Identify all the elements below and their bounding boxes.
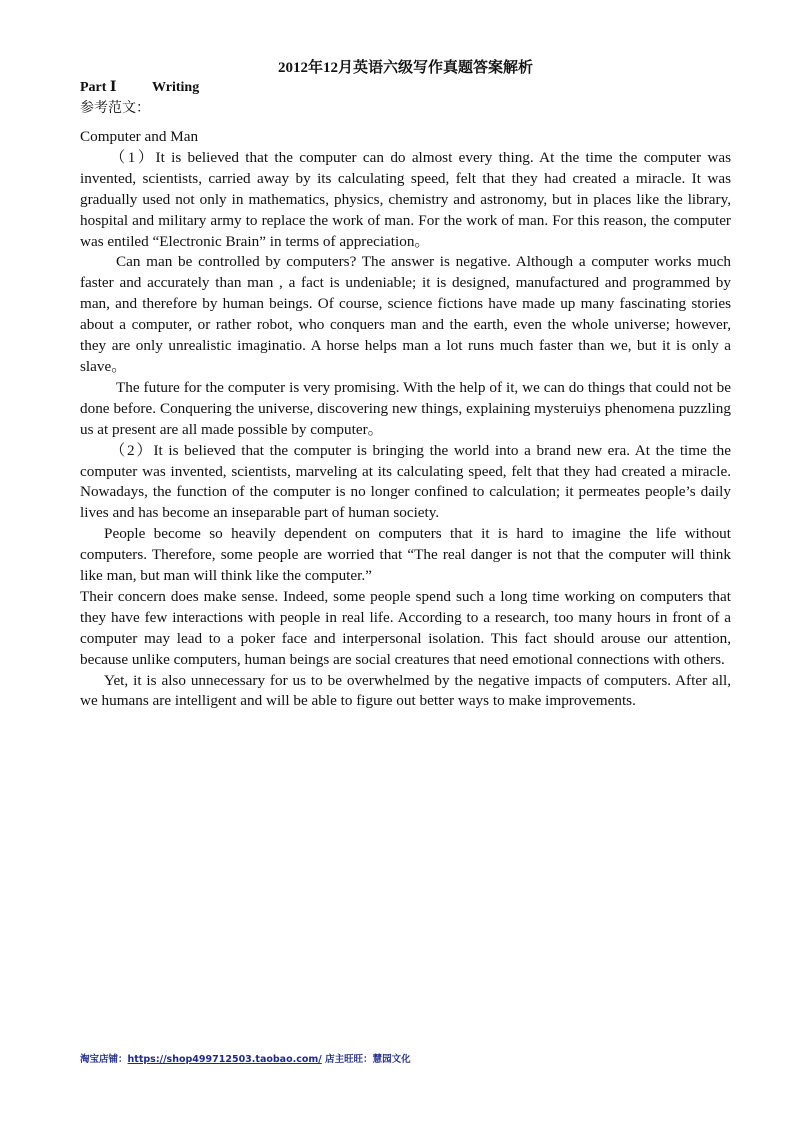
sample-essay-label: 参考范文：	[80, 101, 150, 116]
essay-paragraph: Their concern does make sense. Indeed, some people spend such a long time working on computers that they have few interactions with people in real life. According to a research, too many hours in front of a computer may lead to a poker face and interpersonal isolation. This fact should arouse our attention, because unlike computers, human beings are social creatures that need emotional connections with others.	[80, 587, 731, 668]
essay-paragraph: （2）It is believed that the computer is bringing the world into a brand new era. At the time the computer was invented, scientists, marveling at its calculating speed, felt that they had created a miracle. Nowadays, the function of the computer is no longer confined to calculation; it permeates people’s daily lives and has become an inseparable part of human society.	[80, 441, 731, 522]
owner-label: 店主旺旺：	[325, 1054, 373, 1065]
essay-paragraph: People become so heavily dependent on computers that it is hard to imagine the life without computers. Therefore, some people are worried that “The real danger is not that the computer will think like man, but man will think like the computer.”	[80, 525, 731, 585]
essay-paragraph: Can man be controlled by computers? The answer is negative. Although a computer works much faster and accurately than man , a fact is undeniable; it is designed, manufactured and programmed by man, and therefore by human beings. Of course, science fictions have made up many fascinating stories about a computer, or rather robot, who conquers man and the earth, even the whole universe; however, they are only unrealistic imaginatio. A horse helps man a lot runs much faster than we, but it is only a slave。	[80, 253, 731, 375]
essay-paragraph: The future for the computer is very promising. With the help of it, we can do things that could not be done before. Conquering the universe, discovering new things, explaining mysteruiys phenomena puzzling us at present are all made possible by computer。	[80, 378, 731, 438]
part-heading	[80, 78, 199, 98]
shop-label: 淘宝店铺：	[80, 1054, 128, 1065]
essay-paragraph: （1）It is believed that the computer can do almost every thing. At the time the computer was invented, scientists, carried away by its calculating speed, felt that they had created a miracle. It was gradually used not only in mathematics, physics, chemistry and astronomy, but in places like the library, hospital and military army to replace the work of man. For the work of man. For this reason, the computer was entiled “Electronic Brain” in terms of appreciation。	[80, 148, 731, 250]
shop-link[interactable]: https://shop499712503.taobao.com/	[127, 1054, 322, 1065]
document-title: 2012年12月英语六级写作真题答案解析	[277, 60, 533, 76]
document-page	[80, 0, 731, 1132]
part-name: Writing	[152, 80, 200, 95]
essay-title: Computer and Man	[80, 128, 199, 145]
owner-name: 慧园文化	[372, 1054, 411, 1065]
page-footer	[80, 1051, 411, 1065]
essay-paragraph: Yet, it is also unnecessary for us to be overwhelmed by the negative impacts of computers. After all, we humans are intelligent and will be able to figure out better ways to make improvements.	[80, 671, 731, 710]
part-label: Part Ⅰ	[80, 80, 117, 95]
essay-body	[80, 127, 731, 712]
